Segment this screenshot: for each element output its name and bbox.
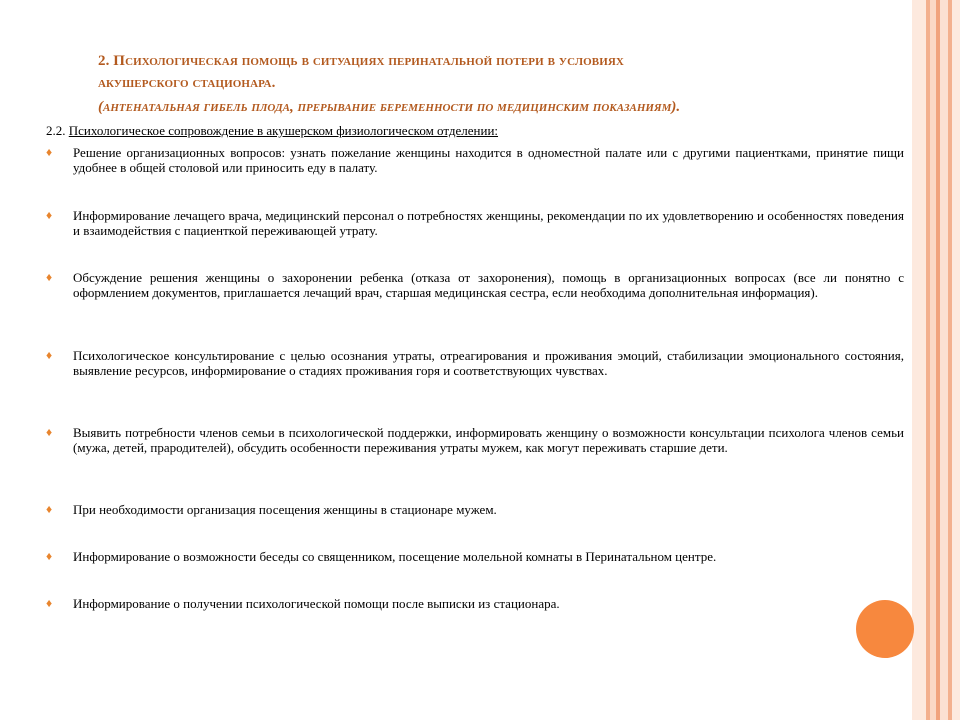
bullet-icon: ♦ (46, 502, 53, 516)
slide-title (98, 50, 908, 118)
bullet-icon: ♦ (46, 596, 53, 610)
section-subtitle (46, 123, 498, 139)
title-line-3: (антенатальная гибель плода, прерывание беременности по медицинским показаниям). (98, 99, 681, 115)
list-item (46, 596, 904, 611)
decorative-stripes (912, 0, 960, 720)
list-item-text: Обсуждение решения женщины о захоронении ребенка (отказа от захоронения), помощь в организационных вопросах (все ли понятно с оформлением документов, приглашается лечащий врач, старшая медицинская сестра, если необходима дополнительная информация). (73, 270, 904, 300)
list-item (46, 145, 904, 175)
bullet-icon: ♦ (46, 425, 53, 439)
list-item (46, 208, 904, 238)
list-item-text: Выявить потребности членов семьи в психологической поддержки, информировать женщину о возможности консультации психолога членов семьи (мужа, детей, прародителей), обсудить особенности переживания утраты мужем, как могут переживать старшие дети. (73, 425, 904, 455)
list-item (46, 348, 904, 378)
section-heading: Психологическое сопровождение в акушерском физиологическом отделении: (68, 123, 499, 138)
stripe-5 (940, 0, 948, 720)
list-item-text: Информирование лечащего врача, медицинский персонал о потребностях женщины, рекомендации по их удовлетворению и особенностях поведения и взаимодействия с пациенткой переживающей утрату. (73, 208, 904, 238)
list-item (46, 502, 904, 517)
decorative-circle (856, 600, 914, 658)
bullet-icon: ♦ (46, 270, 53, 284)
list-item-text: Решение организационных вопросов: узнать пожелание женщины находится в одноместной палате или с другими пациентками, принятие пищи удобнее в общей столовой или приносить еду в палату. (73, 145, 904, 175)
list-item (46, 425, 904, 455)
bullet-icon: ♦ (46, 145, 53, 159)
list-item-text: Информирование о получении психологической помощи после выписки из стационара. (73, 596, 560, 611)
stripe-7 (952, 0, 960, 720)
title-line-1: 2. Психологическая помощь в ситуациях перинатальной потери в условиях (98, 53, 624, 69)
bullet-icon: ♦ (46, 549, 53, 563)
list-item-text: Психологическое консультирование с целью осознания утраты, отреагирования и проживания эмоций, стабилизации эмоционального состояния, выявление ресурсов, информирование о стадиях проживания горя и соответствующих чувствах. (73, 348, 904, 378)
title-line-2: акушерского стационара. (98, 75, 276, 91)
section-number: 2.2. (46, 123, 66, 138)
bullet-icon: ♦ (46, 348, 53, 362)
list-item-text: Информирование о возможности беседы со священником, посещение молельной комнаты в Перинатальном центре. (73, 549, 717, 564)
stripe-1 (912, 0, 926, 720)
list-item-text: При необходимости организация посещения женщины в стационаре мужем. (73, 502, 497, 517)
list-item (46, 549, 904, 564)
list-item (46, 270, 904, 300)
bullet-icon: ♦ (46, 208, 53, 222)
